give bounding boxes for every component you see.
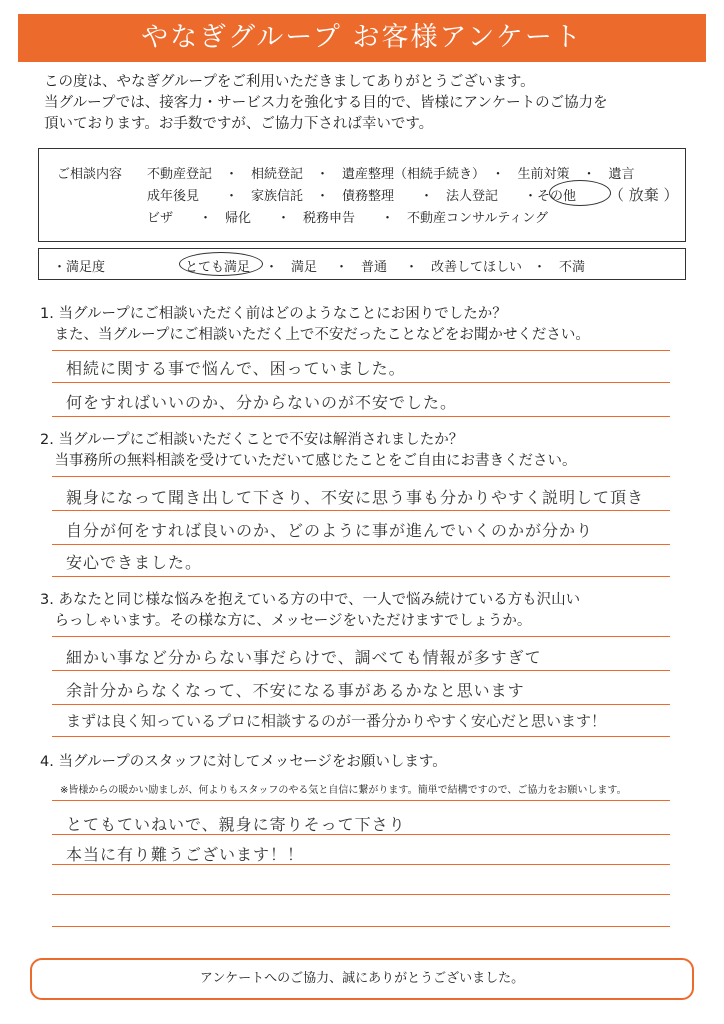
- answer-rule: [52, 636, 670, 637]
- satisfaction-option-selected: とても満足: [185, 260, 251, 275]
- question-text: 当事務所の無料相談を受けていただいて感じたことをご自由にお書きください。: [40, 453, 577, 469]
- thank-you-footer: アンケートへのご協力、誠にありがとうございました。: [30, 958, 694, 1000]
- answer-handwritten: とてもていねいで、親身に寄りそって下さり: [66, 815, 406, 834]
- consultation-options-line: 不動産登記 ・ 相続登記 ・ 遺産整理（相続手続き） ・ 生前対策 ・ 遺言: [147, 167, 635, 182]
- question-2: [40, 430, 577, 472]
- answer-rule: [52, 476, 670, 477]
- answer-rule: [52, 576, 670, 577]
- answer-handwritten: 余計分からなくなって、不安になる事があるかなと思います: [66, 681, 525, 700]
- answer-rule: [52, 834, 670, 835]
- answer-rule: [52, 416, 670, 417]
- answer-rule: [52, 736, 670, 737]
- staff-note: ※皆様からの暖かい励ましが、何よりもスタッフのやる気と自信に繋がります。簡単で結構ですので、ご協力をお願いします。: [60, 785, 627, 796]
- answer-rule: [52, 864, 670, 865]
- satisfaction-box: [38, 248, 686, 280]
- question-text: 4. 当グループのスタッフに対してメッセージをお願いします。: [40, 754, 447, 770]
- question-text: らっしゃいます。その様な方に、メッセージをいただけますでしょうか。: [40, 613, 532, 629]
- question-text: 2. 当グループにご相談いただくことで不安は解消されましたか？: [40, 432, 464, 448]
- satisfaction-option: ・ 改善してほしい: [405, 260, 523, 275]
- answer-handwritten: 細かい事など分からない事だらけで、調べても情報が多すぎて: [66, 648, 542, 667]
- satisfaction-option: ・ 不満: [533, 260, 586, 275]
- intro-line: 当グループでは、接客力・サービス力を強化する目的で、皆様にアンケートのご協力を: [44, 95, 608, 111]
- answer-handwritten: 相続に関する事で悩んで、困っていました。: [66, 359, 406, 378]
- answer-rule: [52, 894, 670, 895]
- answer-handwritten: 本当に有り難うございます！！: [66, 845, 305, 864]
- question-3: [40, 590, 580, 632]
- other-handwritten-note: （ 放棄 ）: [609, 186, 679, 204]
- satisfaction-option: ・ 普通: [335, 260, 388, 275]
- answer-handwritten: まずは良く知っているプロに相談するのが一番分かりやすく安心だと思います！: [66, 712, 607, 730]
- consultation-options-line: 成年後見 ・ 家族信託 ・ 債務整理 ・ 法人登記 ・その他: [147, 189, 577, 204]
- answer-handwritten: 親身になって聞き出して下さり、不安に思う事も分かりやすく説明して頂き: [66, 488, 645, 507]
- answer-rule: [52, 670, 670, 671]
- answer-rule: [52, 544, 670, 545]
- answer-rule: [52, 382, 670, 383]
- satisfaction-option: ・ 満足: [265, 260, 318, 275]
- consultation-options-line: ビザ ・ 帰化 ・ 税務申告 ・ 不動産コンサルティング: [147, 211, 549, 226]
- intro-line: この度は、やなぎグループをご利用いただきましてありがとうございます。: [44, 74, 535, 90]
- question-1: [40, 304, 590, 346]
- answer-rule: [52, 350, 670, 351]
- answer-rule: [52, 510, 670, 511]
- consultation-box: [38, 148, 686, 242]
- other-selected-circle: [549, 180, 611, 206]
- answer-rule: [52, 926, 670, 927]
- intro-text: [44, 72, 694, 135]
- question-text: また、当グループにご相談いただく上で不安だったことなどをお聞かせください。: [40, 327, 590, 343]
- survey-title: やなぎグループ お客様アンケート: [18, 14, 706, 62]
- satisfaction-label: ・満足度: [53, 260, 106, 275]
- question-4: [40, 752, 447, 773]
- answer-handwritten: 自分が何をすれば良いのか、どのように事が進んでいくのかが分かり: [66, 521, 594, 540]
- answer-rule: [52, 800, 670, 801]
- answer-handwritten: 何をすればいいのか、分からないのが不安でした。: [66, 393, 458, 412]
- question-text: 1. 当グループにご相談いただく前はどのようなことにお困りでしたか？: [40, 306, 507, 322]
- intro-line: 頂いております。お手数ですが、ご協力下されば幸いです。: [44, 116, 434, 132]
- satisfaction-selected-circle: [179, 252, 263, 276]
- answer-handwritten: 安心できました。: [66, 553, 203, 572]
- answer-rule: [52, 704, 670, 705]
- consultation-label: ご相談内容: [57, 167, 123, 182]
- question-text: 3. あなたと同じ様な悩みを抱えている方の中で、一人で悩み続けている方も沢山い: [40, 592, 581, 608]
